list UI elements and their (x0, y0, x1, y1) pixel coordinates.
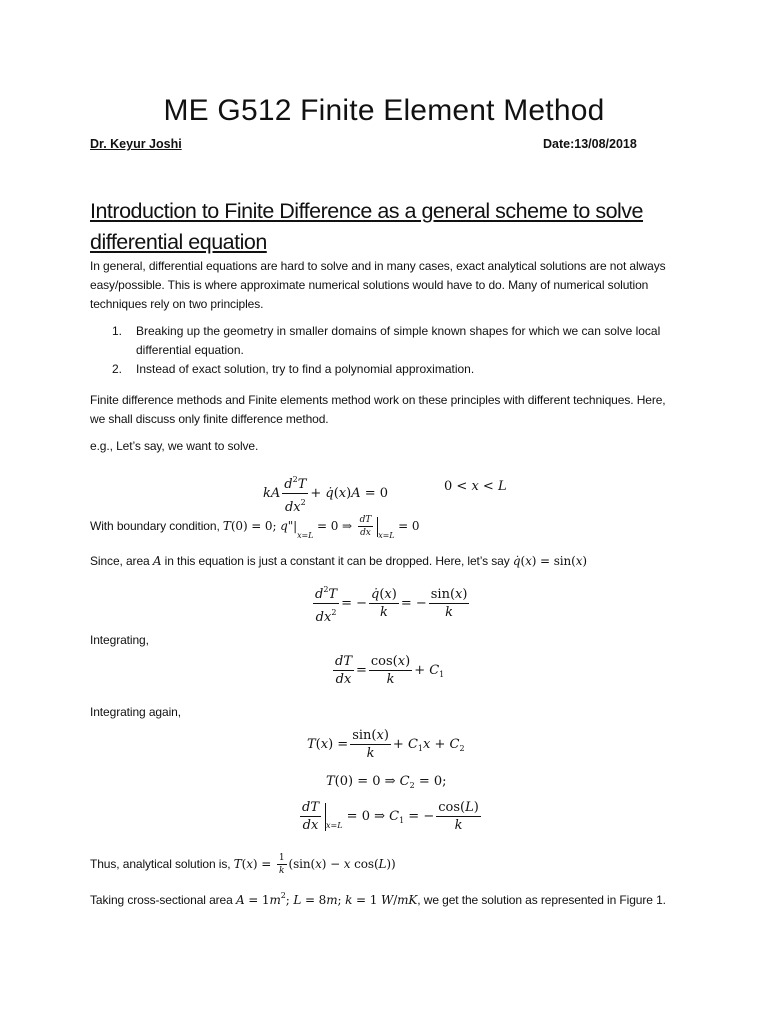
list-number: 1. (112, 324, 123, 338)
integrating-again-label: Integrating again, (90, 705, 181, 719)
methods-paragraph: Finite difference methods and Finite elements method work on these principles with different techniques. Here, we shall discuss only finite difference method. (90, 393, 666, 426)
list-item (90, 322, 680, 360)
document-date: Date:13/08/2018 (543, 137, 637, 151)
since-line: Since, area A in this equation is just a constant it can be dropped. Here, let’s say q̇(x) = sin(x) (90, 554, 587, 568)
author-name: Dr. Keyur Joshi (90, 137, 182, 151)
solution-line: Thus, analytical solution is, T(x) = $\frac{1}{k}$ (sin(x) − x cos(L)) (90, 853, 396, 876)
list-text: Breaking up the geometry in smaller domains of simple known shapes for which we can solve local differential equation. (136, 324, 661, 357)
parameters-line: Taking cross-sectional area $A = 1m^2$; L = 8m; k = 1 W/mK, we get the solution as represented in Figure 1. (90, 891, 666, 907)
domain-range: 0 < x < L (444, 479, 507, 494)
c1-condition: $\frac{dT}{dx}$ $_{x=L}$ = 0 ⇒ $C_1$ = − $\frac{\cos(L)}{k}$ (302, 800, 479, 833)
temperature-equation: T(x) = $\frac{\sin(x)}{k}$ + $C_1x + C_2$ (307, 728, 465, 761)
document-title: ME G512 Finite Element Method (163, 94, 605, 127)
principles-list (90, 322, 680, 379)
governing-equation: kA $\frac{d^2T}{dx^2}$ + q̇(x)A = 0 (263, 472, 388, 515)
c2-condition: T(0) = 0 ⇒ $C_2 = 0$; (326, 774, 447, 790)
section-heading: Introduction to Finite Difference as a general scheme to solve differential equation (90, 199, 644, 254)
example-intro: e.g., Let’s say, we want to solve. (90, 439, 259, 453)
since-middle: in this equation is just a constant it can be dropped. Here, let’s say (164, 554, 510, 568)
intro-paragraph: In general, differential equations are hard to solve and in many cases, exact analytical solutions are not always easy/possible. This is where approximate numerical solutions would have to do. Many of numerical solution techniques rely on two principles. (90, 259, 666, 311)
boundary-line: With boundary condition, T(0) = 0; $q"|_{x=L} = 0$ ⇒ $\frac{dT}{dx}$ $_{x=L}$ = 0 (90, 515, 420, 540)
integrating-label: Integrating, (90, 633, 149, 647)
list-text: Instead of exact solution, try to find a polynomial approximation. (136, 362, 475, 376)
first-derivative-equation: $\frac{dT}{dx}$ = $\frac{\cos(x)}{k}$ + $C_1$ (335, 654, 445, 687)
solution-label: Thus, analytical solution is, (90, 857, 231, 871)
list-number: 2. (112, 362, 123, 376)
parameters-label: Taking cross-sectional area (90, 893, 233, 907)
parameters-suffix: , we get the solution as represented in Figure 1. (417, 893, 666, 907)
second-order-equation: $\frac{d^2T}{dx^2}$ = − $\frac{q̇(x)}{k}$ = − $\frac{\sin(x)}{k}$ (311, 582, 471, 625)
list-item (90, 360, 680, 379)
since-label: Since, area (90, 554, 150, 568)
boundary-label: With boundary condition, (90, 519, 220, 533)
